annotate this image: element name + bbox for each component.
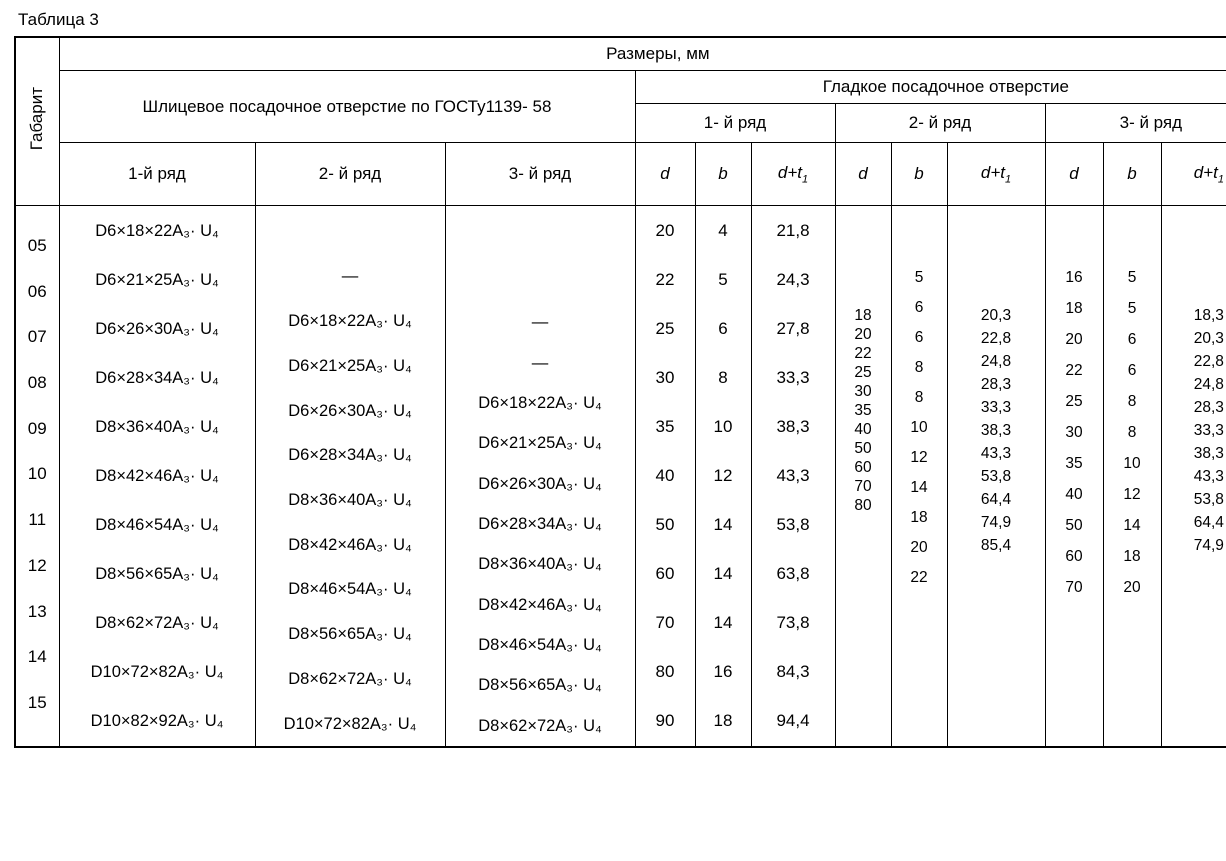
header-symbol-dt-1-sub: 1 (801, 173, 809, 186)
list-item: 35 (655, 416, 675, 436)
list-item: 20 (655, 220, 675, 240)
header-symbol-dt-1 (751, 143, 835, 206)
list-item: 25 (854, 364, 872, 381)
list-item: D8×36×40A₃· U₄ (288, 490, 412, 509)
list-item: 20,3 (980, 307, 1012, 324)
list-item: D6×18×22A₃· U₄ (478, 393, 602, 412)
list-item: 30 (1065, 424, 1083, 441)
list-item: 24,8 (1193, 376, 1224, 393)
cell-spline-series-2 (255, 206, 445, 748)
list-item: 60 (854, 459, 872, 476)
list-item: 14 (713, 515, 733, 534)
smooth3-b-list (1104, 206, 1161, 746)
list-item: 09 (27, 418, 47, 438)
list-item: 20 (1123, 579, 1141, 596)
list-item: 10 (27, 464, 47, 484)
list-item: 10 (1123, 455, 1141, 472)
list-item: 35 (854, 402, 872, 419)
list-item: D10×72×82A₃· U₄ (90, 663, 224, 682)
spline-series-3-list (446, 206, 635, 746)
list-item: 5 (1127, 269, 1137, 286)
header-symbol-dt-3-text: d+t (1193, 162, 1218, 182)
list-item: D10×72×82A₃· U₄ (283, 714, 417, 733)
list-item: 05 (27, 236, 47, 255)
list-item: D8×46×54A₃· U₄ (288, 580, 412, 599)
list-item: 25 (655, 318, 675, 338)
header-symbol-b-1: b (695, 143, 751, 206)
list-item: 43,3 (980, 445, 1012, 462)
list-item: 21,8 (776, 220, 810, 240)
list-item: 22,8 (980, 330, 1012, 347)
list-item: 35 (1065, 455, 1083, 472)
list-item: 22 (655, 269, 675, 289)
list-item: D8×56×65A₃· U₄ (478, 676, 602, 695)
list-item: 6 (1127, 331, 1137, 348)
list-item: 40 (655, 465, 675, 485)
smooth2-b-list (892, 206, 947, 746)
list-item: 18 (910, 509, 928, 526)
list-item: 50 (1065, 517, 1083, 534)
table-caption: Таблица 3 (18, 10, 99, 29)
cell-smooth1-d (635, 206, 695, 748)
list-item: D8×42×46A₃· U₄ (478, 595, 602, 614)
list-item: 11 (28, 510, 47, 530)
list-item: D8×46×54A₃· U₄ (95, 516, 219, 534)
list-item: 28,3 (1193, 399, 1224, 416)
cell-smooth3-b (1103, 206, 1161, 748)
list-item: D8×56×65A₃· U₄ (288, 625, 412, 644)
header-symbol-dt-1-text: d+t (777, 162, 802, 182)
list-item: 84,3 (776, 662, 810, 682)
list-item: D6×21×25A₃· U₄ (478, 434, 602, 453)
list-item: 20 (1065, 331, 1083, 348)
list-item: 94,4 (776, 711, 810, 731)
list-item: — (531, 313, 549, 332)
list-item: 06 (27, 281, 47, 301)
header-gabarit-label: Габарит (27, 87, 47, 151)
list-item: 6 (718, 318, 728, 338)
list-item: 16 (1065, 269, 1083, 286)
spline-series-2-list (256, 206, 445, 746)
list-item: 22 (1065, 362, 1083, 379)
list-item: 14 (27, 647, 47, 667)
header-symbol-b-3: b (1103, 143, 1161, 206)
header-spline-series-1: 1-й ряд (59, 143, 255, 206)
list-item: 16 (713, 662, 733, 682)
list-item: 12 (1123, 486, 1141, 503)
spline-series-1-list (60, 206, 255, 746)
list-item: 43,3 (1193, 468, 1224, 485)
list-item: 15 (27, 692, 47, 712)
list-item: 10 (713, 416, 733, 436)
list-item: 27,8 (776, 318, 810, 338)
cell-smooth2-d (835, 206, 891, 748)
list-item: D6×21×25A₃· U₄ (95, 270, 219, 289)
header-symbol-d-3: d (1045, 143, 1103, 206)
list-item: 22 (910, 569, 928, 586)
header-gabarit (15, 37, 59, 206)
list-item: D8×62×72A₃· U₄ (478, 716, 602, 735)
list-item: 24,3 (776, 269, 810, 289)
list-item: D6×28×34A₃· U₄ (478, 514, 602, 533)
list-item: 22,8 (1193, 353, 1224, 370)
list-item: 8 (1127, 424, 1137, 441)
list-item: 18,3 (1193, 307, 1224, 324)
list-item: 70 (1065, 579, 1083, 596)
list-item: 8 (718, 367, 728, 387)
list-item: 70 (854, 478, 872, 495)
list-item: 8 (914, 359, 924, 376)
list-item: 70 (655, 613, 675, 633)
header-symbol-dt-2 (947, 143, 1045, 206)
list-item: 18 (1123, 548, 1141, 565)
list-item: 20 (910, 539, 928, 556)
list-item: 20 (854, 326, 872, 343)
list-item: 18 (854, 307, 872, 324)
list-item: 64,4 (980, 491, 1012, 508)
list-item: D8×46×54A₃· U₄ (478, 636, 602, 655)
header-symbol-dt-3 (1161, 143, 1226, 206)
list-item: 33,3 (1193, 422, 1224, 439)
smooth2-dt-list (948, 206, 1045, 746)
list-item: 60 (1065, 548, 1083, 565)
list-item: D8×56×65A₃· U₄ (95, 565, 219, 584)
cell-smooth1-b (695, 206, 751, 748)
header-symbol-d-2: d (835, 143, 891, 206)
list-item: D6×28×34A₃· U₄ (95, 368, 219, 387)
list-item: — (531, 353, 549, 372)
list-item: 5 (1127, 300, 1137, 317)
header-symbol-d-1: d (635, 143, 695, 206)
header-smooth-block: Гладкое посадочное отверстие (635, 71, 1226, 104)
list-item: 20,3 (1193, 330, 1224, 347)
list-item: 64,4 (1193, 514, 1224, 531)
list-item: 74,9 (1193, 537, 1224, 554)
list-item: — (341, 267, 359, 286)
header-row-sizes (15, 37, 1226, 71)
header-smooth-series-3: 3- й ряд (1045, 104, 1226, 143)
list-item: 14 (910, 479, 928, 496)
list-item: 13 (27, 601, 47, 621)
list-item: D6×26×30A₃· U₄ (288, 401, 412, 420)
list-item: 6 (914, 299, 924, 316)
header-symbol-dt-2-sub: 1 (1004, 173, 1012, 186)
list-item: D8×62×72A₃· U₄ (95, 614, 219, 633)
cell-spline-series-1 (59, 206, 255, 748)
list-item: 18 (1065, 300, 1083, 317)
list-item: 53,8 (776, 515, 810, 534)
list-item: 14 (713, 613, 733, 633)
cell-smooth2-dt (947, 206, 1045, 748)
list-item: 8 (1127, 393, 1137, 410)
list-item: 4 (718, 220, 728, 240)
list-item: 43,3 (776, 465, 810, 485)
list-item: 25 (1065, 393, 1083, 410)
list-item: 53,8 (1193, 491, 1224, 508)
list-item: 38,3 (980, 422, 1012, 439)
list-item: 80 (854, 497, 872, 514)
list-item: 50 (655, 515, 675, 534)
list-item: D8×36×40A₃· U₄ (478, 555, 602, 574)
cell-smooth1-dt (751, 206, 835, 748)
list-item: D10×82×92A₃· U₄ (90, 712, 224, 731)
list-item: D6×18×22A₃· U₄ (288, 312, 412, 331)
header-spline-block: Шлицевое посадочное отверстие по ГОСТу1139- 58 (59, 71, 635, 143)
list-item: 10 (910, 419, 928, 436)
table-row (15, 206, 1226, 748)
list-item: 53,8 (980, 468, 1012, 485)
list-item: 12 (27, 555, 47, 575)
smooth3-dt-list (1162, 206, 1226, 746)
list-item: 22 (854, 345, 872, 362)
table-3 (14, 36, 1226, 748)
cell-gabarit (15, 206, 59, 748)
cell-smooth3-d (1045, 206, 1103, 748)
cell-smooth2-b (891, 206, 947, 748)
header-spline-series-2: 2- й ряд (255, 143, 445, 206)
list-item: 33,3 (776, 367, 810, 387)
list-item: 30 (655, 367, 675, 387)
list-item: 18 (713, 711, 733, 731)
smooth1-dt-list (752, 206, 835, 746)
list-item: 30 (854, 383, 872, 400)
list-item: 74,9 (980, 514, 1012, 531)
smooth3-d-list (1046, 206, 1103, 746)
list-item: 38,3 (776, 416, 810, 436)
smooth1-b-list (696, 206, 751, 746)
list-item: 5 (914, 269, 924, 286)
list-item: 6 (1127, 362, 1137, 379)
list-item: 40 (1065, 486, 1083, 503)
list-item: D8×42×46A₃· U₄ (95, 466, 219, 485)
gabarit-list (16, 206, 59, 746)
list-item: D8×62×72A₃· U₄ (288, 669, 412, 688)
list-item: 80 (655, 662, 675, 682)
header-smooth-series-2: 2- й ряд (835, 104, 1045, 143)
cell-smooth3-dt (1161, 206, 1226, 748)
header-symbol-dt-2-text: d+t (980, 162, 1005, 182)
list-item: D8×36×40A₃· U₄ (95, 417, 219, 436)
list-item: D6×21×25A₃· U₄ (288, 356, 412, 375)
list-item: D6×26×30A₃· U₄ (478, 474, 602, 493)
list-item: D8×42×46A₃· U₄ (288, 535, 412, 554)
list-item: 73,8 (776, 613, 810, 633)
header-smooth-series-1: 1- й ряд (635, 104, 835, 143)
smooth2-d-list (836, 206, 891, 746)
cell-spline-series-3 (445, 206, 635, 748)
list-item: D6×18×22A₃· U₄ (95, 221, 219, 240)
list-item: 38,3 (1193, 445, 1224, 462)
list-item: 50 (854, 440, 872, 457)
list-item: 08 (27, 373, 47, 393)
header-row-symbols (15, 143, 1226, 206)
list-item: 8 (914, 389, 924, 406)
list-item: 85,4 (980, 537, 1012, 554)
list-item: 07 (27, 327, 47, 347)
list-item: 12 (910, 449, 928, 466)
list-item: 28,3 (980, 376, 1012, 393)
list-item: 14 (713, 564, 733, 584)
list-item: 90 (655, 711, 675, 731)
smooth1-d-list (636, 206, 695, 746)
list-item: 33,3 (980, 399, 1012, 416)
list-item: 12 (713, 465, 733, 485)
list-item: 60 (655, 564, 675, 584)
list-item: 40 (854, 421, 872, 438)
list-item: 24,8 (980, 353, 1012, 370)
list-item: D6×28×34A₃· U₄ (288, 446, 412, 465)
header-sizes: Размеры, мм (59, 37, 1226, 71)
header-row-blocks (15, 71, 1226, 104)
list-item: 5 (718, 269, 728, 289)
list-item: 14 (1123, 517, 1141, 534)
header-symbol-b-2: b (891, 143, 947, 206)
list-item: 63,8 (776, 564, 810, 584)
header-symbol-dt-3-sub: 1 (1217, 173, 1224, 186)
header-spline-series-3: 3- й ряд (445, 143, 635, 206)
list-item: 6 (914, 329, 924, 346)
list-item: D6×26×30A₃· U₄ (95, 319, 219, 338)
